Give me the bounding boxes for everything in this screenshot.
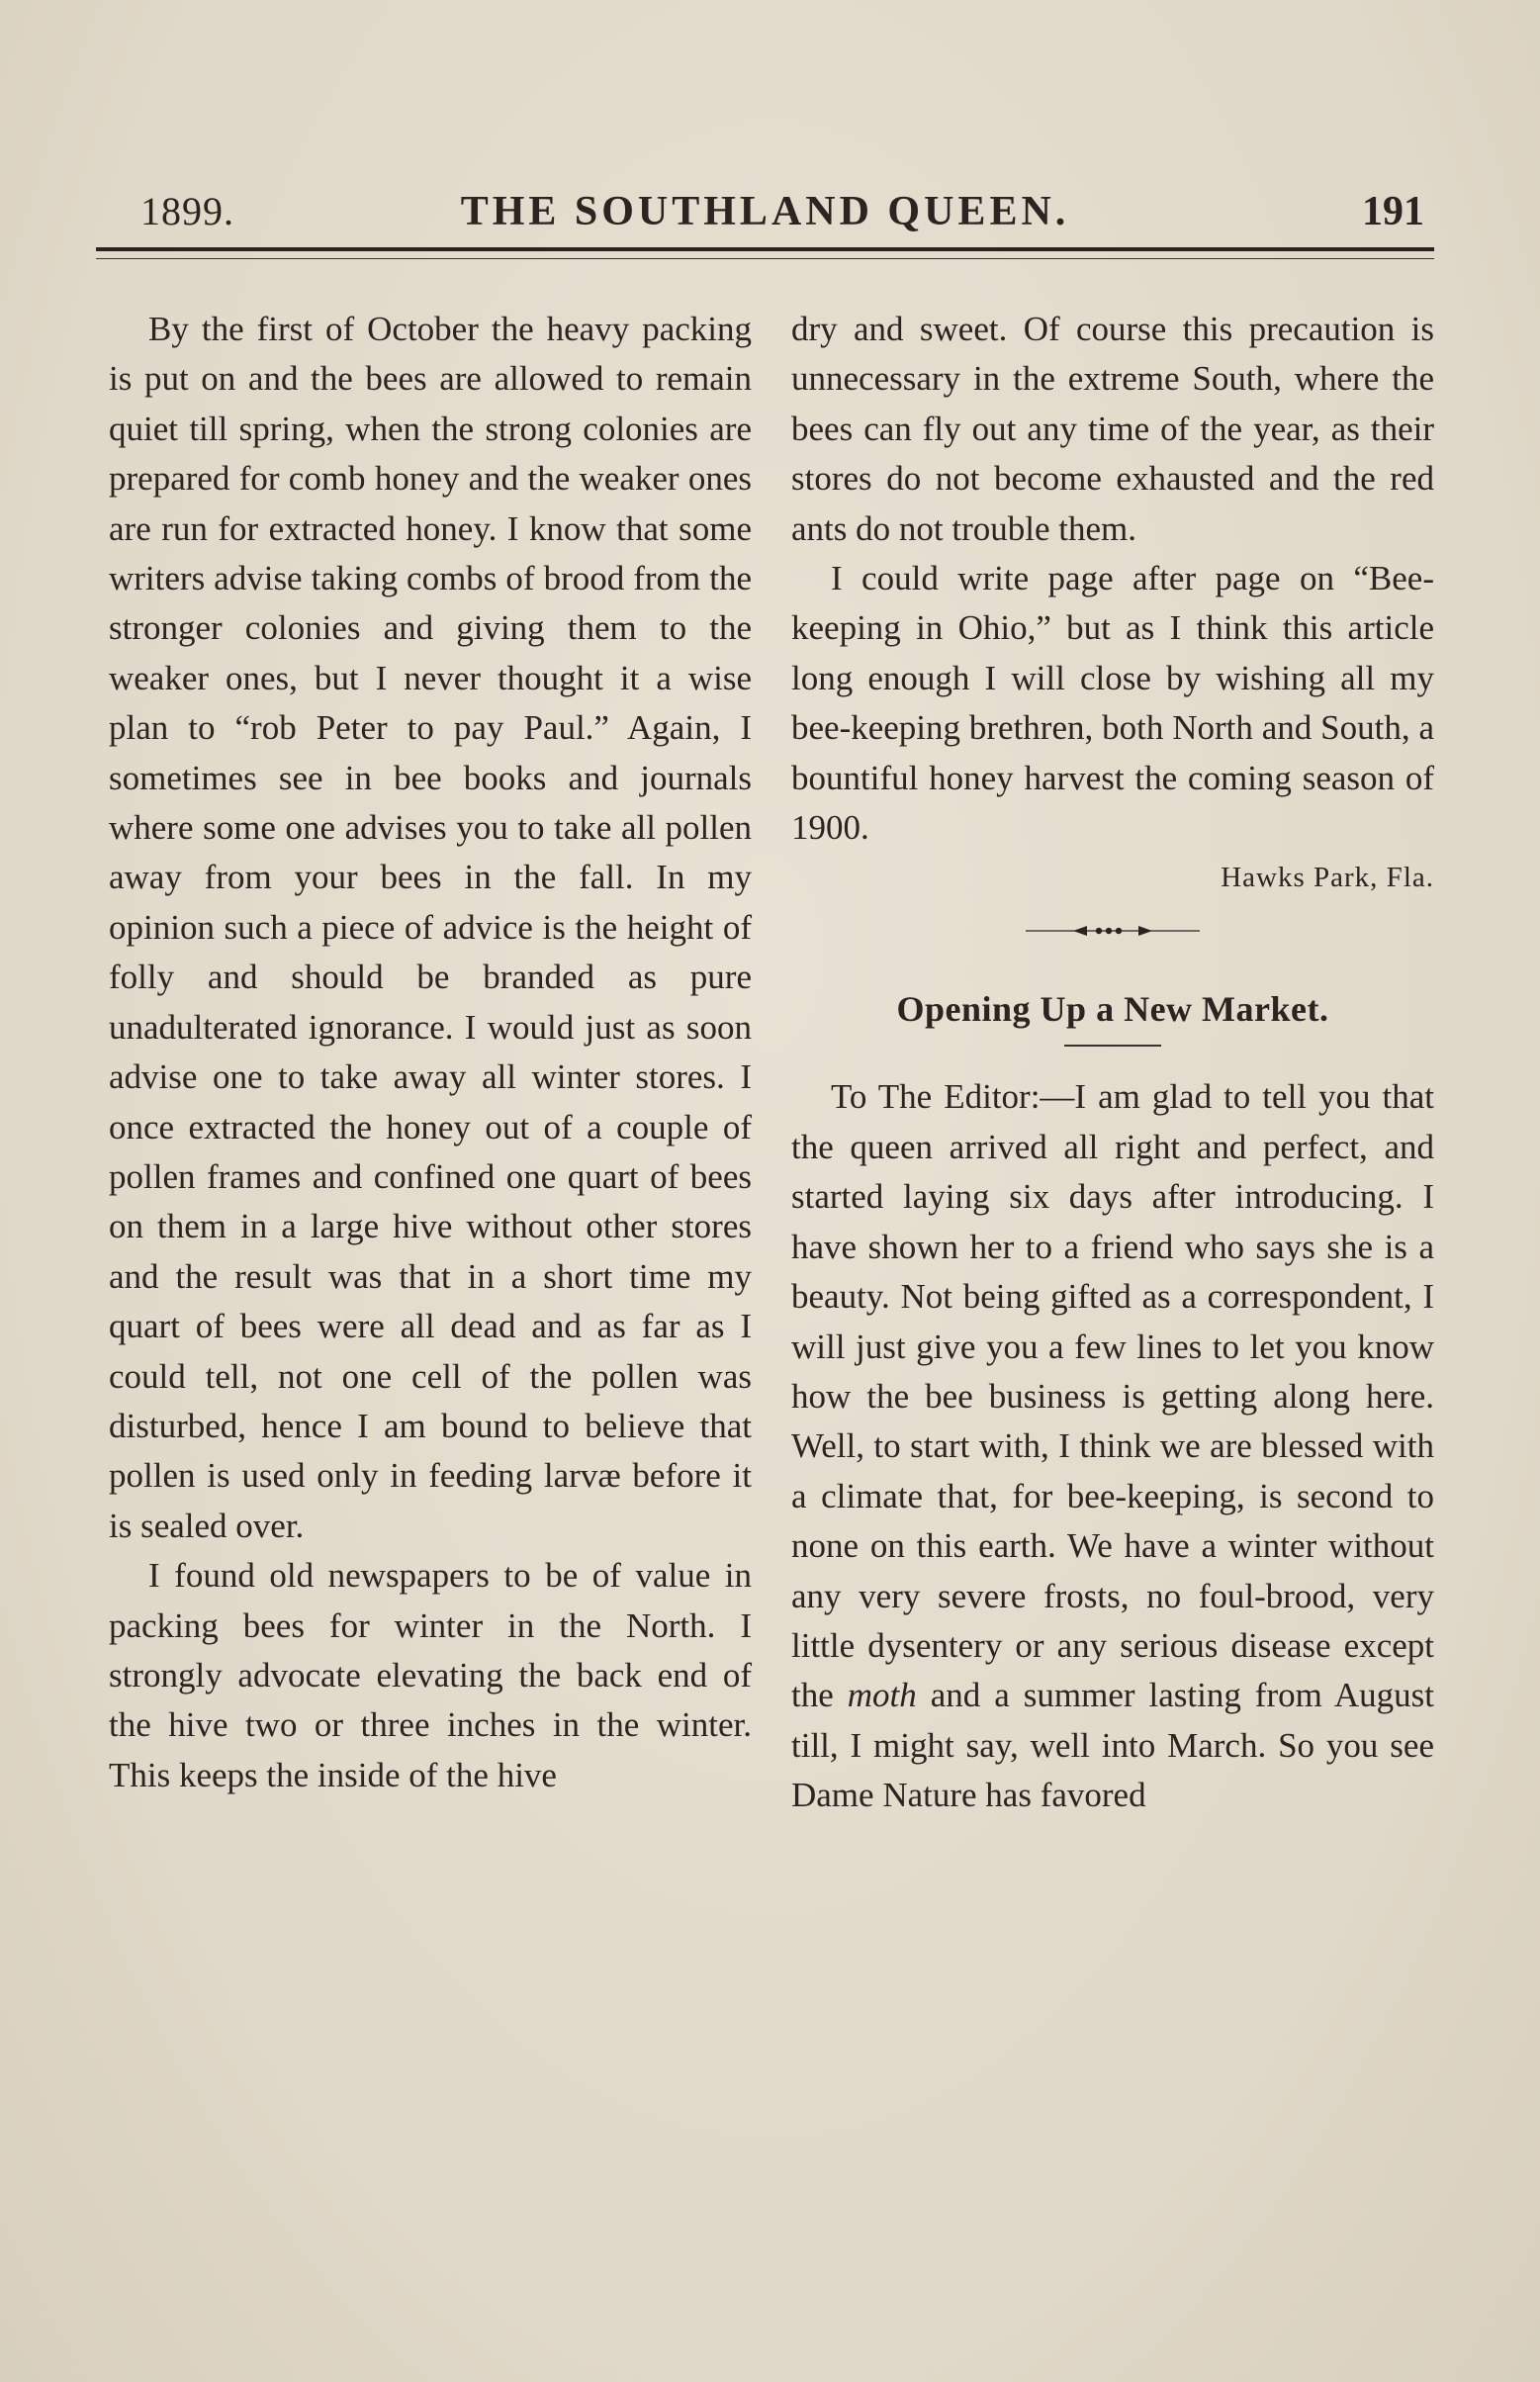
left-paragraph-1: By the first of October the heavy packing is put on and the bees are allowed to remain quiet till spring, when the strong colonies are prepared for comb honey and the weaker ones are run for extracted honey. I know that some writers advise taking combs of brood from the stronger colonies and giving them to the weaker ones, but I never thought it a wise plan to “rob Peter to pay Paul.” Again, I sometimes see in bee books and journals where some one advises you to take all pollen away from your bees in the fall. In my opinion such a piece of advice is the height of folly and should be branded as pure unadulterated ignorance. I would just as soon advise one to take away all winter stores. I once extracted the honey out of a couple of pollen frames and confined one quart of bees on them in a large hive without other stores and the result was that in a short time my quart of bees were all dead and as far as I could tell, not one cell of the pollen was disturbed, hence I am bound to believe that pollen is used only in feeding larvæ before it is sealed over. (109, 310, 752, 1545)
paragraph-3-text-b: and a summer lasting from August till, I might say, well into March. So you see Dame Nature has favored (791, 1676, 1434, 1815)
right-paragraph-3 (791, 1072, 1434, 1820)
left-paragraph-2: I found old newspapers to be of value in packing bees for winter in the North. I strongly advocate elevating the back end of the hive two or three inches in the winter. This keeps the inside of the hive (109, 1556, 752, 1794)
paragraph-3-italic-word: moth (847, 1676, 917, 1715)
right-column (791, 305, 1434, 1821)
journal-title: THE SOUTHLAND QUEEN. (460, 189, 1070, 234)
author-location: Hawks Park, Fla. (1221, 862, 1434, 894)
article-heading: Opening Up a New Market. (896, 989, 1329, 1030)
paragraph-3-text-a: To The Editor:—I am glad to tell you that the queen arrived all right and perfect, and started laying six days after introducing. I have shown her to a friend who says she is a beauty. Not being gifted as a correspondent, I will just give you a few lines to let you know how the bee business is getting along here. Well, to start with, I think we are blessed with a climate that, for bee-keeping, is second to none on this earth. We have a winter without any very severe frosts, no foul-brood, very little dysentery or any serious disease except the (791, 1077, 1434, 1715)
header-year: 1899. (140, 189, 234, 233)
header-rule-thin (96, 258, 1434, 259)
section-divider-ornament (791, 902, 1434, 960)
ornament-divider-icon (1024, 923, 1202, 939)
heading-underline (1064, 1045, 1161, 1047)
running-head (96, 188, 1434, 247)
page-number: 191 (1362, 189, 1424, 234)
header-rule-thick (96, 247, 1434, 251)
left-column (109, 305, 752, 1800)
right-paragraph-2: I could write page after page on “Bee-keeping in Ohio,” but as I think this article long enough I will close by wishing all my bee-keeping brethren, both North and South, a bountiful honey harvest the coming season of 1900. (791, 559, 1434, 848)
right-paragraph-1: dry and sweet. Of course this precaution is unnecessary in the extreme South, where the bees can fly out any time of the year, as their stores do not become exhausted and the red ants do not trouble them. (791, 310, 1434, 548)
